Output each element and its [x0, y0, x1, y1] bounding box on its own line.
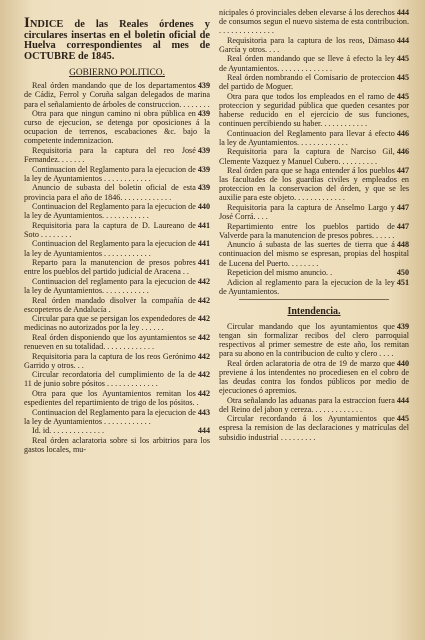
entry-text: Circular para que se persigan los expendedores de medicinas no autorizados por la ley . . . . . .	[24, 314, 196, 333]
index-entry	[219, 166, 409, 202]
entry-text: Real órden mandado disolver la compañía de escopeteros de Andalucía .	[24, 295, 196, 314]
index-entry	[219, 36, 409, 54]
index-entry	[24, 436, 210, 454]
index-entry	[219, 359, 409, 395]
entry-text: Circular recordatoria del cumplimiento de la de 11 de junio sobre pósitos . . . . . . . . . . . . .	[24, 370, 196, 389]
page-number: 446	[396, 128, 409, 138]
page-number: 442	[197, 388, 210, 398]
entry-text: Id. id. . . . . . . . . . . . . .	[32, 426, 104, 436]
entry-text: Real órden mandando que se lleve á efecto la ley de Ayuntamientos. . . . . . . . . . . . . .	[219, 54, 395, 73]
page-number: 442	[197, 370, 210, 380]
entry-text: Continuacion del Reglamento para la ejecucion de la ley de Ayuntamientos . . . . . . . . . . . .	[24, 407, 196, 426]
index-entry	[24, 165, 210, 183]
page-number: 441	[197, 220, 210, 230]
entry-text: Requisitoria para la captura de los reos, Dámaso García y otros. . . .	[219, 35, 395, 54]
index-entry	[24, 109, 210, 145]
page-number: 451	[396, 277, 409, 287]
page-number: 445	[396, 73, 409, 83]
entry-text: Circular recordando á los Ayuntamientos que espresa la remision de las declaraciones y matrículas del subsidio industrial . . . . . . . . .	[219, 414, 409, 442]
entry-text: Requisitoria para la captura de Anselmo Largo y José Corrá. . . .	[219, 202, 395, 222]
page-number: 447	[396, 202, 409, 212]
entry-text: Continuacion del Reglamento para la ejecucion de la ley de Ayuntamientos. . . . . . . . . . . .	[24, 202, 196, 221]
entry-text: Repartimiento entre los pueblos partido de Valverde para la manutencion de presos pobres. . . . . .	[219, 221, 395, 240]
page-number: 446	[396, 147, 409, 157]
entry-text: Requisitoria para la captura del reo José Fernandez. . . . . . .	[24, 146, 196, 165]
index-entry	[24, 352, 210, 370]
entry-text: Real órden mandando que de los departamentos de Cádiz, Ferrol y Coruña salgan delegados de marina para el señalamiento de árboles de construccion. . . . . . . .	[24, 81, 210, 109]
index-entry	[24, 81, 210, 108]
right-column	[219, 8, 409, 442]
entry-text: Real órden aclaratoria de otra de 19 de marzo que previene á los intendentes no procediesen en el cobro de las deudas contra los fondos públicos por medio de ejecuciones ó apremios.	[219, 358, 409, 396]
index-entry	[24, 183, 210, 201]
drop-initial: I	[24, 15, 30, 31]
index-entry	[24, 296, 210, 314]
right-entry-list	[219, 8, 409, 296]
page-number: 439	[197, 81, 210, 91]
page-number: 442	[197, 351, 210, 361]
index-entry	[219, 147, 409, 165]
page-number: 444	[197, 426, 210, 436]
entry-text: Otra para que los Ayuntamientos remitan los espedientes del repartimiento de trigo de los pósitos. .	[24, 388, 199, 408]
entry-text: Anuncio á subasta de las suertes de tierra que á continuacion del mismo se espresan, propias del hospital de Lucena del Puerto. . . . . . . .	[219, 240, 409, 268]
page-number: 443	[197, 407, 210, 417]
index-entry	[24, 389, 210, 407]
page-number: 444	[396, 8, 409, 17]
page-number: 442	[197, 332, 210, 342]
page-number: 439	[197, 109, 210, 119]
index-entry	[219, 54, 409, 72]
page-number: 444	[396, 35, 409, 45]
entry-text: Requisitoria para la captura de Narciso Gil, Clemente Vazquez y Manuel Cubero. . . . . . . . . .	[219, 147, 395, 166]
index-entry	[219, 414, 409, 441]
index-entry	[24, 426, 210, 435]
heading-text: NDICE de las Reales órdenes y circulares insertas en el boletin oficial de Huelva correspondientes al mes de	[24, 19, 210, 52]
entry-text: Otra señalando las aduanas para la estraccion fuera del Reino del jabon y cereza. . . . . . . . . . . . .	[219, 395, 395, 414]
entry-text: Continuacion del reglamento para la ejecucion de la ley de Ayuntamientos. . . . . . . . . . . .	[24, 276, 196, 295]
page-number: 445	[396, 414, 409, 424]
section-intendencia: Intendencia.	[287, 305, 341, 317]
index-entry	[219, 268, 409, 277]
page-number: 440	[197, 202, 210, 212]
index-entry	[219, 203, 409, 221]
page-number: 442	[197, 276, 210, 286]
page-number: 447	[396, 221, 409, 231]
page-number: 439	[396, 321, 409, 331]
page-number: 447	[396, 166, 409, 176]
page-number: 448	[396, 240, 409, 250]
index-entry	[219, 278, 409, 296]
section-gobierno-politico: GOBIERNO POLITICO.	[69, 68, 165, 79]
page-number: 445	[396, 54, 409, 64]
page-number: 442	[197, 295, 210, 305]
entry-text: Requisitoria para la captura de los reos Gerónimo Garrido y otros. . .	[24, 351, 196, 370]
index-entry	[219, 396, 409, 414]
index-entry	[24, 333, 210, 351]
entry-text: Real órden aclaratoria sobre si los arbitrios para los gastos locales, mu-	[24, 435, 210, 455]
page-number: 439	[197, 164, 210, 174]
page-number: 439	[197, 183, 210, 193]
page-number: 450	[396, 268, 409, 278]
index-entry	[219, 8, 409, 35]
index-entry	[219, 322, 409, 358]
index-heading	[24, 15, 210, 62]
index-entry	[219, 240, 409, 267]
page-number: 441	[197, 239, 210, 249]
index-entry	[24, 258, 210, 276]
index-entry	[24, 314, 210, 332]
entry-text: Continuacion del Reglamento para la ejecucion de la ley de Ayuntamientos . . . . . . . . . . . .	[24, 239, 196, 258]
page-number: 444	[396, 395, 409, 405]
left-column	[24, 15, 210, 455]
index-entry	[219, 92, 409, 128]
entry-text: Continuacion del Reglamento para la ejecucion de la ley de Ayuntamientos . . . . . . . . . . . .	[24, 164, 196, 183]
entry-text: Adicion al reglamento para la ejecucion de la ley de Ayuntamientos.	[219, 277, 395, 296]
index-entry	[24, 370, 210, 388]
page-number: 440	[396, 358, 409, 368]
page-number: 445	[396, 91, 409, 101]
index-entry	[219, 73, 409, 91]
index-entry	[24, 239, 210, 257]
entry-text: nicipales ó provinciales deben elevarse á los derechos de consumos segun el nuevo sistema de esta contribucion. . . . . . . . . . . . . . .	[219, 8, 409, 36]
entry-text: Otra para que todos los empleados en el ramo de proteccion y seguridad pública que queden cesantes por haberse reducido en el ejercicio de sus funciones, continuen percibiendo su haber. . . . . . . . . . . .	[219, 91, 409, 129]
heading-date: OCTUBRE de 1845.	[24, 50, 115, 62]
index-entry	[24, 408, 210, 426]
intendencia-entry-list	[219, 322, 409, 442]
entry-text: Continuacion del Reglamento para llevar á efecto la ley de Ayuntamientos. . . . . . . . . . . . .	[219, 128, 395, 147]
entry-text: Real órden nombrando el Comisario de proteccion del partido de Moguer.	[219, 73, 395, 92]
left-entry-list	[24, 81, 210, 454]
index-entry	[219, 222, 409, 240]
entry-text: Anuncio de subasta del boletin oficial de esta provincia para el año de 1846. . . . . . . . . . . . .	[24, 183, 196, 202]
index-entry	[24, 202, 210, 220]
entry-text: Circular mandando que los ayuntamientos que tengan sin formalizar recibos del clero parroquial respectivos al primer semestre de este año, los remitan para su abono en la contribucion de culto y clero . . . .	[219, 321, 409, 359]
entry-text: Repeticion del mismo anuncio. .	[227, 268, 333, 278]
entry-text: Real órden disponiendo que los ayuntamientos se renueven en su totalidad. . . . . . . . . . . . .	[24, 332, 196, 351]
index-entry	[24, 221, 210, 239]
index-entry	[219, 129, 409, 147]
entry-text: Requisitoria para la captura de D. Laureano de Soto . . . . . . . .	[24, 220, 196, 239]
index-entry	[24, 146, 210, 164]
entry-text: Otra para que ningun camino ni obra pública en curso de ejecucion, se detenga por oposiciones á la ocupacion de terrenos, escabaciones &c. bajo la competente indemnizacion.	[24, 109, 210, 146]
page-number: 441	[197, 258, 210, 268]
divider	[239, 299, 389, 300]
entry-text: Reparto para la manutencion de presos pobres entre los pueblos del partido judicial de Aracena . .	[24, 258, 196, 277]
page-number: 442	[197, 314, 210, 324]
index-entry	[24, 277, 210, 295]
entry-text: Real órden para que se haga entender á los pueblos las facultades de los guardias civiles y empleados en proteccion en la conservacion del órden, y que se les auxilie para este objeto. . . . . . . . . . . . .	[219, 166, 409, 203]
page-number: 439	[197, 146, 210, 156]
